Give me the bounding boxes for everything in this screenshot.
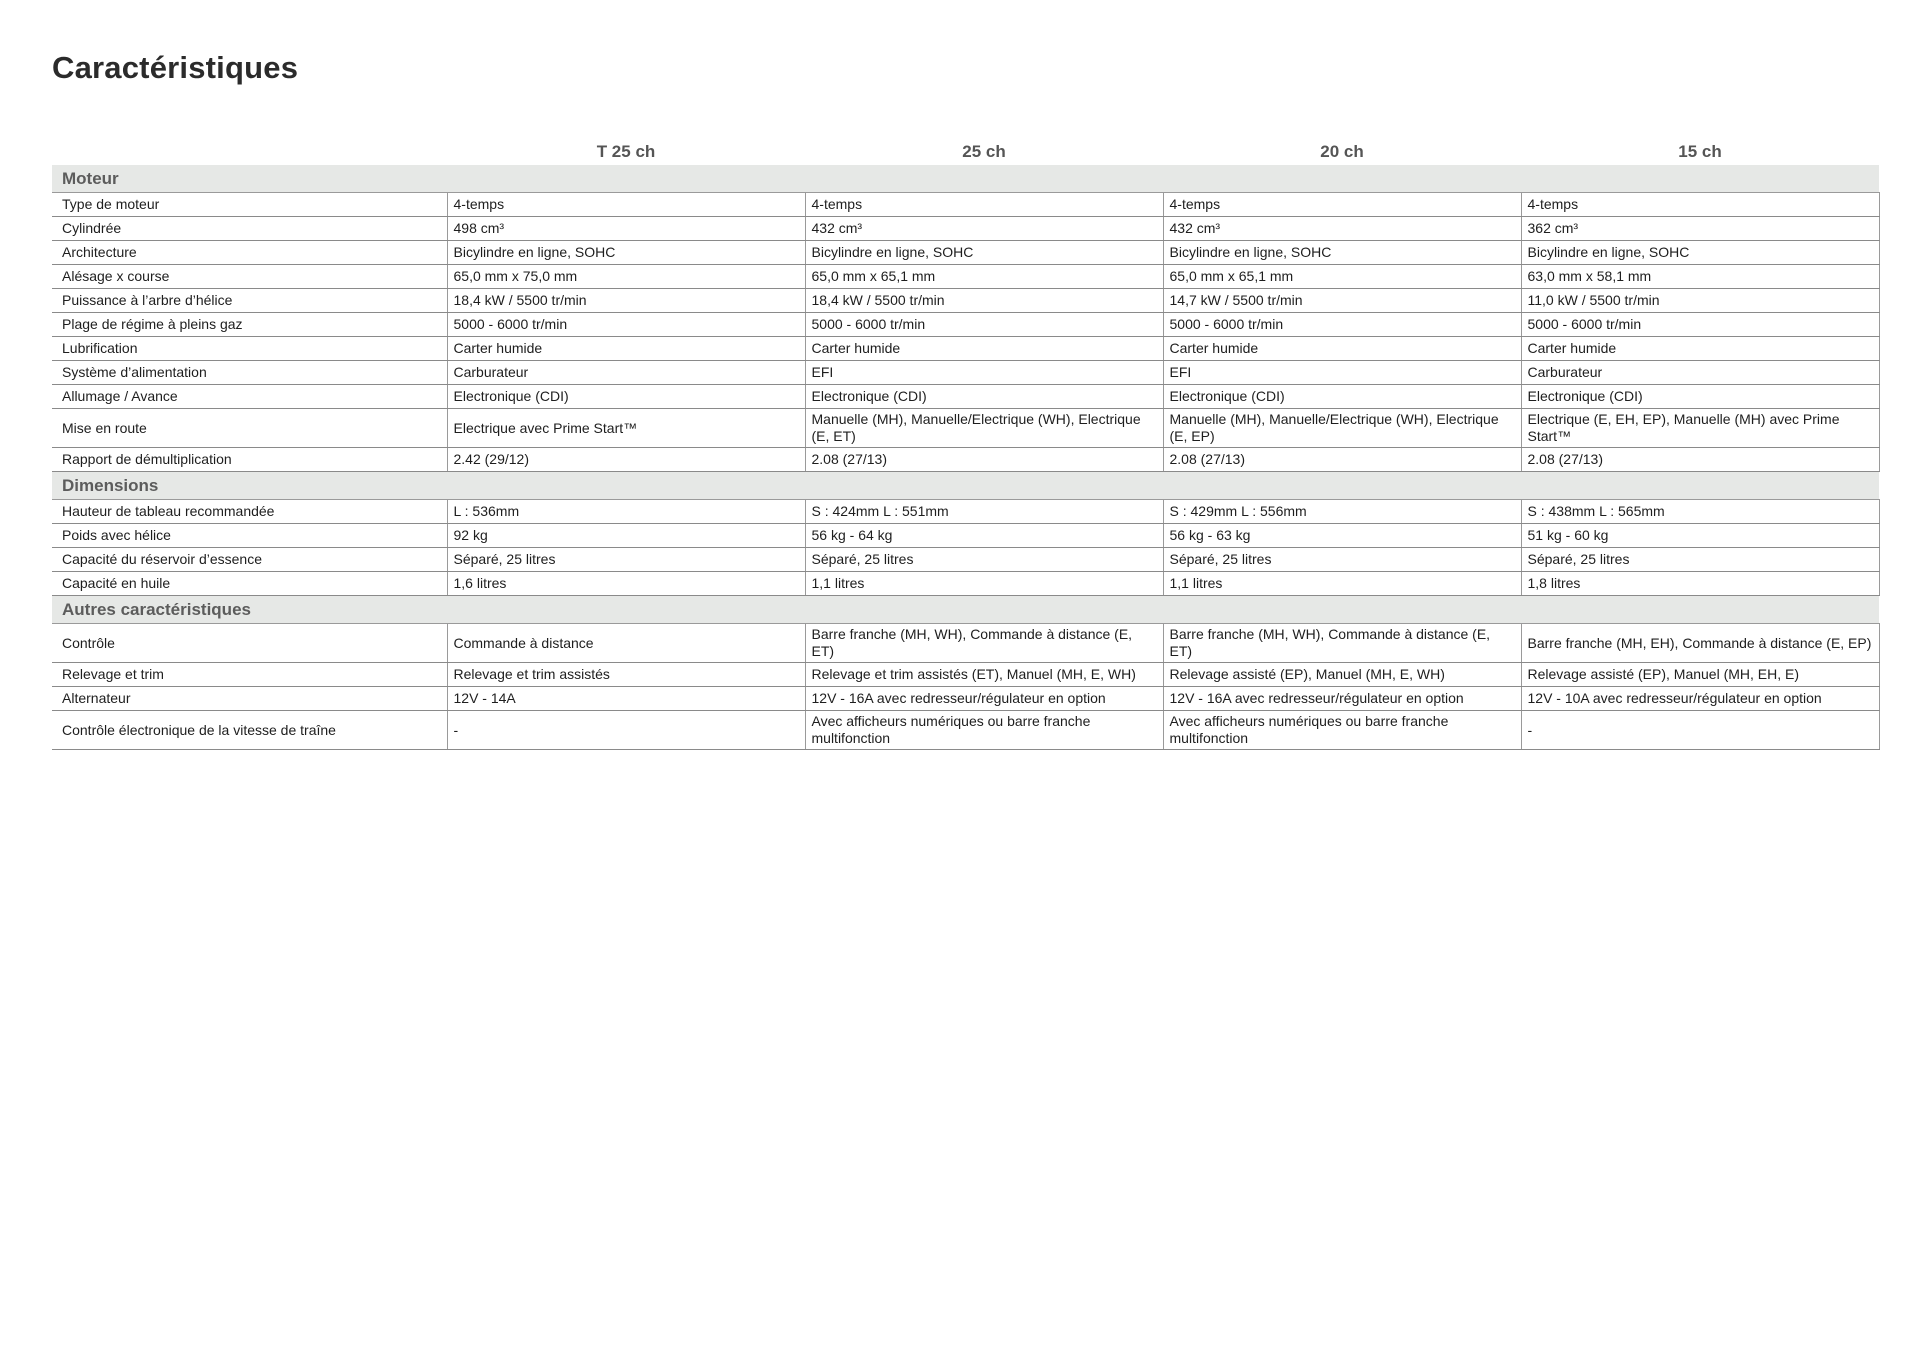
cell-value: 1,1 litres xyxy=(1163,572,1521,596)
cell-value: Electronique (CDI) xyxy=(1163,385,1521,409)
table-row xyxy=(52,711,1879,750)
cell-value: EFI xyxy=(805,361,1163,385)
cell-value: 1,8 litres xyxy=(1521,572,1879,596)
cell-value: 432 cm³ xyxy=(1163,217,1521,241)
column-header-15: 15 ch xyxy=(1678,142,1722,161)
cell-value: Carter humide xyxy=(805,337,1163,361)
cell-value: 18,4 kW / 5500 tr/min xyxy=(447,289,805,313)
row-label: Relevage et trim xyxy=(52,663,447,687)
cell-value: 5000 - 6000 tr/min xyxy=(447,313,805,337)
cell-value: Manuelle (MH), Manuelle/Electrique (WH), Electrique (E, EP) xyxy=(1163,409,1521,448)
row-label: Capacité en huile xyxy=(52,572,447,596)
cell-value: Barre franche (MH, WH), Commande à distance (E, ET) xyxy=(1163,624,1521,663)
table-row xyxy=(52,337,1879,361)
cell-value: 65,0 mm x 65,1 mm xyxy=(1163,265,1521,289)
row-label: Type de moteur xyxy=(52,193,447,217)
cell-value: 432 cm³ xyxy=(805,217,1163,241)
cell-value: 18,4 kW / 5500 tr/min xyxy=(805,289,1163,313)
cell-value: Electrique avec Prime Start™ xyxy=(447,409,805,448)
spec-table xyxy=(52,138,1880,750)
cell-value: Carburateur xyxy=(1521,361,1879,385)
cell-value: Electronique (CDI) xyxy=(805,385,1163,409)
table-row xyxy=(52,217,1879,241)
row-label: Contrôle électronique de la vitesse de traîne xyxy=(52,711,447,750)
cell-value: 12V - 10A avec redresseur/régulateur en option xyxy=(1521,687,1879,711)
cell-value: 51 kg - 60 kg xyxy=(1521,524,1879,548)
row-label: Puissance à l’arbre d’hélice xyxy=(52,289,447,313)
row-label: Allumage / Avance xyxy=(52,385,447,409)
table-row xyxy=(52,265,1879,289)
cell-value: Electronique (CDI) xyxy=(447,385,805,409)
cell-value: Relevage assisté (EP), Manuel (MH, E, WH) xyxy=(1163,663,1521,687)
cell-value: Electronique (CDI) xyxy=(1521,385,1879,409)
cell-value: Carter humide xyxy=(1521,337,1879,361)
cell-value: Carburateur xyxy=(447,361,805,385)
cell-value: Bicylindre en ligne, SOHC xyxy=(1521,241,1879,265)
cell-value: 1,1 litres xyxy=(805,572,1163,596)
section-header xyxy=(52,472,1879,500)
table-row xyxy=(52,524,1879,548)
cell-value: EFI xyxy=(1163,361,1521,385)
cell-value: 11,0 kW / 5500 tr/min xyxy=(1521,289,1879,313)
cell-value: Barre franche (MH, WH), Commande à distance (E, ET) xyxy=(805,624,1163,663)
cell-value: 5000 - 6000 tr/min xyxy=(805,313,1163,337)
cell-value: Barre franche (MH, EH), Commande à distance (E, EP) xyxy=(1521,624,1879,663)
cell-value: 4-temps xyxy=(1163,193,1521,217)
row-label: Cylindrée xyxy=(52,217,447,241)
cell-value: 498 cm³ xyxy=(447,217,805,241)
column-header-row xyxy=(52,138,1879,165)
row-label: Poids avec hélice xyxy=(52,524,447,548)
cell-value: Relevage et trim assistés xyxy=(447,663,805,687)
cell-value: 5000 - 6000 tr/min xyxy=(1521,313,1879,337)
cell-value: Carter humide xyxy=(447,337,805,361)
cell-value: 63,0 mm x 58,1 mm xyxy=(1521,265,1879,289)
cell-value: Séparé, 25 litres xyxy=(1521,548,1879,572)
cell-value: Séparé, 25 litres xyxy=(1163,548,1521,572)
cell-value: 12V - 16A avec redresseur/régulateur en option xyxy=(805,687,1163,711)
section-title: Moteur xyxy=(52,165,1879,193)
column-header-empty xyxy=(52,138,447,165)
cell-value: 1,6 litres xyxy=(447,572,805,596)
column-header-25: 25 ch xyxy=(962,142,1006,161)
cell-value: Bicylindre en ligne, SOHC xyxy=(1163,241,1521,265)
cell-value: Manuelle (MH), Manuelle/Electrique (WH), Electrique (E, ET) xyxy=(805,409,1163,448)
row-label: Hauteur de tableau recommandée xyxy=(52,500,447,524)
table-row xyxy=(52,193,1879,217)
table-row xyxy=(52,624,1879,663)
cell-value: 4-temps xyxy=(1521,193,1879,217)
cell-value: Avec afficheurs numériques ou barre franche multifonction xyxy=(805,711,1163,750)
cell-value: 56 kg - 64 kg xyxy=(805,524,1163,548)
row-label: Alésage x course xyxy=(52,265,447,289)
cell-value: 65,0 mm x 75,0 mm xyxy=(447,265,805,289)
table-row xyxy=(52,241,1879,265)
cell-value: Avec afficheurs numériques ou barre franche multifonction xyxy=(1163,711,1521,750)
table-row xyxy=(52,289,1879,313)
row-label: Capacité du réservoir d’essence xyxy=(52,548,447,572)
table-row xyxy=(52,548,1879,572)
cell-value: Relevage assisté (EP), Manuel (MH, EH, E) xyxy=(1521,663,1879,687)
cell-value: Electrique (E, EH, EP), Manuelle (MH) avec Prime Start™ xyxy=(1521,409,1879,448)
cell-value: 56 kg - 63 kg xyxy=(1163,524,1521,548)
table-row xyxy=(52,385,1879,409)
cell-value: S : 424mm L : 551mm xyxy=(805,500,1163,524)
row-label: Architecture xyxy=(52,241,447,265)
table-row xyxy=(52,500,1879,524)
page-title: Caractéristiques xyxy=(52,50,299,85)
row-label: Lubrification xyxy=(52,337,447,361)
table-row xyxy=(52,572,1879,596)
cell-value: Séparé, 25 litres xyxy=(805,548,1163,572)
section-header xyxy=(52,165,1879,193)
cell-value: Bicylindre en ligne, SOHC xyxy=(447,241,805,265)
column-header-t25: T 25 ch xyxy=(596,142,656,161)
cell-value: Commande à distance xyxy=(447,624,805,663)
cell-value: Séparé, 25 litres xyxy=(447,548,805,572)
cell-value: 4-temps xyxy=(805,193,1163,217)
table-row xyxy=(52,409,1879,448)
row-label: Système d’alimentation xyxy=(52,361,447,385)
row-label: Plage de régime à pleins gaz xyxy=(52,313,447,337)
cell-value: S : 429mm L : 556mm xyxy=(1163,500,1521,524)
cell-value: Bicylindre en ligne, SOHC xyxy=(805,241,1163,265)
cell-value: 65,0 mm x 65,1 mm xyxy=(805,265,1163,289)
cell-value: S : 438mm L : 565mm xyxy=(1521,500,1879,524)
row-label: Alternateur xyxy=(52,687,447,711)
cell-value: - xyxy=(447,711,805,750)
table-row xyxy=(52,361,1879,385)
row-label: Rapport de démultiplication xyxy=(52,448,447,472)
cell-value: 12V - 16A avec redresseur/régulateur en option xyxy=(1163,687,1521,711)
cell-value: 4-temps xyxy=(447,193,805,217)
cell-value: 2.08 (27/13) xyxy=(1521,448,1879,472)
cell-value: 2.08 (27/13) xyxy=(1163,448,1521,472)
cell-value: 5000 - 6000 tr/min xyxy=(1163,313,1521,337)
section-header xyxy=(52,596,1879,624)
table-row xyxy=(52,448,1879,472)
row-label: Mise en route xyxy=(52,409,447,448)
cell-value: 362 cm³ xyxy=(1521,217,1879,241)
table-row xyxy=(52,663,1879,687)
section-title: Autres caractéristiques xyxy=(52,596,1879,624)
cell-value: - xyxy=(1521,711,1879,750)
column-header-20: 20 ch xyxy=(1320,142,1364,161)
table-row xyxy=(52,687,1879,711)
cell-value: 2.42 (29/12) xyxy=(447,448,805,472)
cell-value: 2.08 (27/13) xyxy=(805,448,1163,472)
spec-table-body xyxy=(52,165,1879,750)
cell-value: 14,7 kW / 5500 tr/min xyxy=(1163,289,1521,313)
cell-value: Carter humide xyxy=(1163,337,1521,361)
cell-value: 12V - 14A xyxy=(447,687,805,711)
cell-value: 92 kg xyxy=(447,524,805,548)
section-title: Dimensions xyxy=(52,472,1879,500)
cell-value: L : 536mm xyxy=(447,500,805,524)
table-row xyxy=(52,313,1879,337)
cell-value: Relevage et trim assistés (ET), Manuel (MH, E, WH) xyxy=(805,663,1163,687)
row-label: Contrôle xyxy=(52,624,447,663)
